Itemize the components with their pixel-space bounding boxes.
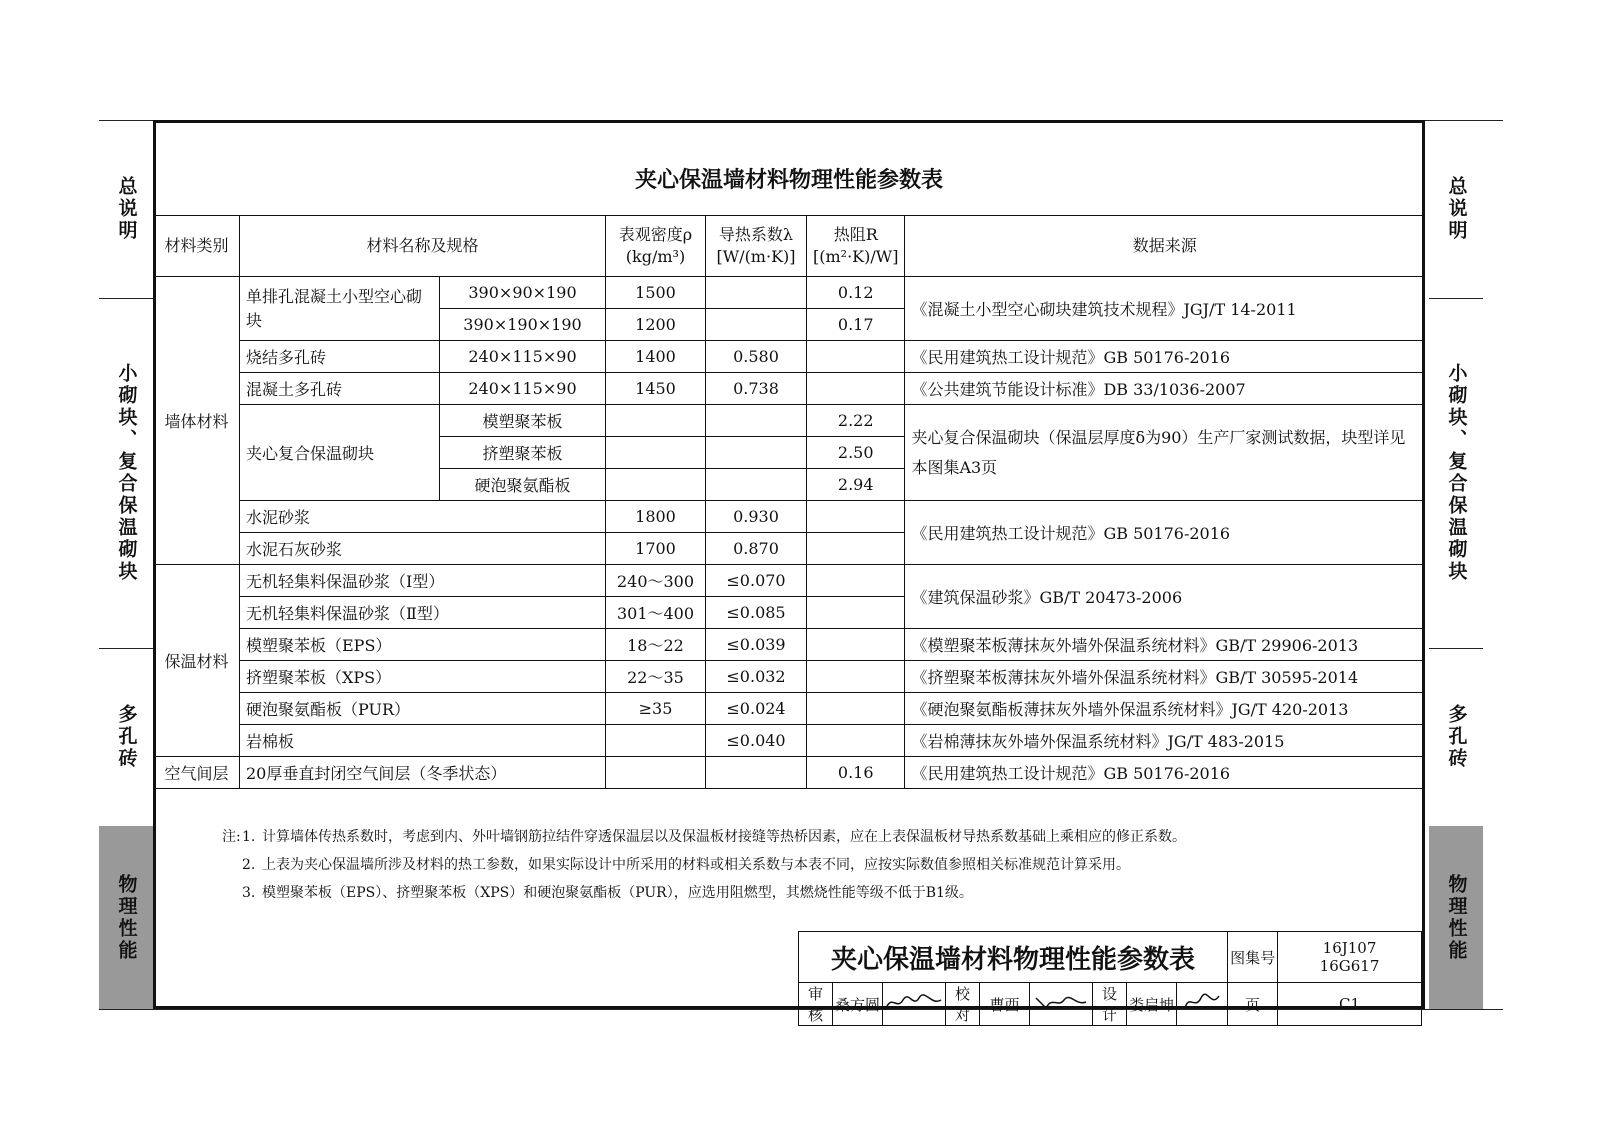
material-spec: 240×115×90: [440, 373, 606, 405]
material-name: 无机轻集料保温砂浆（Ⅰ型）: [240, 565, 606, 597]
density-cell: [606, 469, 706, 501]
conductivity-cell: 0.738: [706, 373, 807, 405]
resistance-cell: [807, 501, 905, 533]
source-cell: 夹心复合保温砌块（保温层厚度δ为90）生产厂家测试数据，块型详见本图集A3页: [905, 405, 1425, 501]
density-cell: ≥35: [606, 693, 706, 725]
table-row: [154, 405, 1425, 437]
side-tab-label: 总说明: [115, 176, 138, 242]
header-conductivity: 导热系数λ [W/(m·K)]: [706, 216, 807, 277]
conductivity-cell: ≤0.032: [706, 661, 807, 693]
review-label: 审核: [799, 983, 833, 1026]
resistance-cell: 2.22: [807, 405, 905, 437]
resistance-cell: [807, 661, 905, 693]
source-cell: 《民用建筑热工设计规范》GB 50176-2016: [905, 757, 1425, 789]
conductivity-cell: [706, 757, 807, 789]
header-resistance: 热阻R [(m²·K)/W]: [807, 216, 905, 277]
density-cell: 18～22: [606, 629, 706, 661]
check-label: 校对: [946, 983, 980, 1026]
design-label: 设计: [1093, 983, 1127, 1026]
conductivity-cell: ≤0.040: [706, 725, 807, 757]
density-cell: [606, 725, 706, 757]
conductivity-cell: [706, 277, 807, 309]
conductivity-cell: [706, 469, 807, 501]
material-name: 水泥石灰砂浆: [240, 533, 606, 565]
category-insulation: 保温材料: [154, 565, 240, 757]
notes: [222, 823, 1186, 907]
density-cell: [606, 437, 706, 469]
side-tab-perforated-brick[interactable]: [99, 648, 153, 826]
side-tab-general[interactable]: [1429, 120, 1483, 298]
conductivity-cell: ≤0.070: [706, 565, 807, 597]
page-label: 页: [1228, 983, 1278, 1026]
material-spec: 硬泡聚氨酯板: [440, 469, 606, 501]
material-spec: 模塑聚苯板: [440, 405, 606, 437]
material-spec: 挤塑聚苯板: [440, 437, 606, 469]
material-name: 混凝土多孔砖: [240, 373, 440, 405]
table-row: [154, 629, 1425, 661]
side-tab-general[interactable]: [99, 120, 153, 298]
source-cell: 《硬泡聚氨酯板薄抹灰外墙外保温系统材料》JG/T 420-2013: [905, 693, 1425, 725]
conductivity-cell: ≤0.085: [706, 597, 807, 629]
material-name: 硬泡聚氨酯板（PUR）: [240, 693, 606, 725]
resistance-cell: 2.50: [807, 437, 905, 469]
resistance-cell: [807, 341, 905, 373]
drawing-frame: [153, 120, 1425, 1009]
page-title: 夹心保温墙材料物理性能参数表: [634, 168, 943, 193]
conductivity-cell: [706, 405, 807, 437]
source-cell: 《公共建筑节能设计标准》DB 33/1036-2007: [905, 373, 1425, 405]
density-cell: 301～400: [606, 597, 706, 629]
category-wall: 墙体材料: [154, 277, 240, 565]
table-row: [154, 341, 1425, 373]
table-row: [154, 757, 1425, 789]
resistance-cell: [807, 533, 905, 565]
resistance-cell: 0.12: [807, 277, 905, 309]
reviewer-name: 桑方圆: [833, 983, 883, 1026]
table-row: [154, 501, 1425, 533]
side-tab-label: 小砌块、复合保温砌块: [115, 363, 138, 583]
material-name: 20厚垂直封闭空气间层（冬季状态）: [240, 757, 606, 789]
atlas-label: 图集号: [1228, 932, 1278, 983]
material-name: 水泥砂浆: [240, 501, 606, 533]
side-tab-label: 多孔砖: [1445, 704, 1468, 770]
conductivity-cell: 0.870: [706, 533, 807, 565]
material-name: 挤塑聚苯板（XPS）: [240, 661, 606, 693]
note-item: 3. 模塑聚苯板（EPS）、挤塑聚苯板（XPS）和硬泡聚氨酯板（PUR），应选用阻燃型，其燃烧性能等级不低于B1级。: [242, 885, 973, 901]
resistance-cell: [807, 373, 905, 405]
left-side-nav: [99, 120, 153, 1009]
source-cell: 《模塑聚苯板薄抹灰外墙外保温系统材料》GB/T 29906-2013: [905, 629, 1425, 661]
side-tab-blocks[interactable]: [1429, 298, 1483, 648]
density-cell: 1700: [606, 533, 706, 565]
table-row: [154, 373, 1425, 405]
material-name: 模塑聚苯板（EPS）: [240, 629, 606, 661]
table-row: [154, 277, 1425, 309]
header-density: 表观密度ρ (kg/m³): [606, 216, 706, 277]
material-name: 夹心复合保温砌块: [240, 405, 440, 501]
conductivity-cell: [706, 309, 807, 341]
resistance-cell: 0.16: [807, 757, 905, 789]
side-tab-label: 物理性能: [1445, 873, 1468, 962]
table-row: [154, 725, 1425, 757]
table-row: [154, 661, 1425, 693]
reviewer-signature: [883, 983, 946, 1026]
note-item: 2. 上表为夹心保温墙所涉及材料的热工参数，如果实际设计中所采用的材料或相关系数与本表不同，应按实际数值参照相关标准规范计算采用。: [242, 857, 1130, 873]
conductivity-cell: ≤0.024: [706, 693, 807, 725]
conductivity-cell: [706, 437, 807, 469]
density-cell: [606, 757, 706, 789]
side-tab-label: 多孔砖: [115, 704, 138, 770]
category-air: 空气间层: [154, 757, 240, 789]
material-spec: 390×190×190: [440, 309, 606, 341]
resistance-cell: [807, 597, 905, 629]
header-category: 材料类别: [154, 216, 240, 277]
material-spec: 240×115×90: [440, 341, 606, 373]
density-cell: 1500: [606, 277, 706, 309]
density-cell: 1200: [606, 309, 706, 341]
side-tab-physical-properties[interactable]: [1429, 826, 1483, 1009]
right-side-nav: [1429, 120, 1483, 1009]
side-tab-blocks[interactable]: [99, 298, 153, 648]
resistance-cell: [807, 629, 905, 661]
page-number: C1: [1278, 983, 1422, 1026]
resistance-cell: [807, 725, 905, 757]
note-item: 注:1. 计算墙体传热系数时，考虑到内、外叶墙钢筋拉结件穿透保温层以及保温板材接缝等热桥因素，应在上表保温板材导热系数基础上乘相应的修正系数。: [222, 823, 1186, 851]
table-row: [154, 693, 1425, 725]
density-cell: [606, 405, 706, 437]
checker-name: 曹西: [980, 983, 1030, 1026]
conductivity-cell: 0.930: [706, 501, 807, 533]
material-name: 无机轻集料保温砂浆（Ⅱ型）: [240, 597, 606, 629]
conductivity-cell: 0.580: [706, 341, 807, 373]
material-spec: 390×90×190: [440, 277, 606, 309]
source-cell: 《混凝土小型空心砌块建筑技术规程》JGJ/T 14-2011: [905, 277, 1425, 341]
atlas-number: 16J107 16G617: [1278, 932, 1422, 983]
title-block: [798, 931, 1422, 1026]
notes-lead: 注:: [222, 829, 241, 845]
table-header-row: [154, 216, 1425, 277]
side-tab-label: 物理性能: [115, 873, 138, 962]
side-tab-perforated-brick[interactable]: [1429, 648, 1483, 826]
density-cell: 1400: [606, 341, 706, 373]
properties-table: [153, 215, 1425, 789]
source-cell: 《挤塑聚苯板薄抹灰外墙外保温系统材料》GB/T 30595-2014: [905, 661, 1425, 693]
header-source: 数据来源: [905, 216, 1425, 277]
material-name: 单排孔混凝土小型空心砌块: [240, 277, 440, 341]
checker-signature: [1030, 983, 1093, 1026]
resistance-cell: 2.94: [807, 469, 905, 501]
density-cell: 1450: [606, 373, 706, 405]
density-cell: 22～35: [606, 661, 706, 693]
material-name: 烧结多孔砖: [240, 341, 440, 373]
density-cell: 240～300: [606, 565, 706, 597]
designer-signature: [1177, 983, 1228, 1026]
resistance-cell: 0.17: [807, 309, 905, 341]
material-name: 岩棉板: [240, 725, 606, 757]
table-row: [154, 565, 1425, 597]
title-block-title: 夹心保温墙材料物理性能参数表: [799, 932, 1228, 983]
source-cell: 《民用建筑热工设计规范》GB 50176-2016: [905, 341, 1425, 373]
source-cell: 《岩棉薄抹灰外墙外保温系统材料》JG/T 483-2015: [905, 725, 1425, 757]
header-name: 材料名称及规格: [240, 216, 606, 277]
source-cell: 《建筑保温砂浆》GB/T 20473-2006: [905, 565, 1425, 629]
side-tab-label: 总说明: [1445, 176, 1468, 242]
source-cell: 《民用建筑热工设计规范》GB 50176-2016: [905, 501, 1425, 565]
resistance-cell: [807, 565, 905, 597]
side-tab-label: 小砌块、复合保温砌块: [1445, 363, 1468, 583]
conductivity-cell: ≤0.039: [706, 629, 807, 661]
side-tab-physical-properties[interactable]: [99, 826, 153, 1009]
resistance-cell: [807, 693, 905, 725]
density-cell: 1800: [606, 501, 706, 533]
designer-name: 娄启坤: [1127, 983, 1177, 1026]
